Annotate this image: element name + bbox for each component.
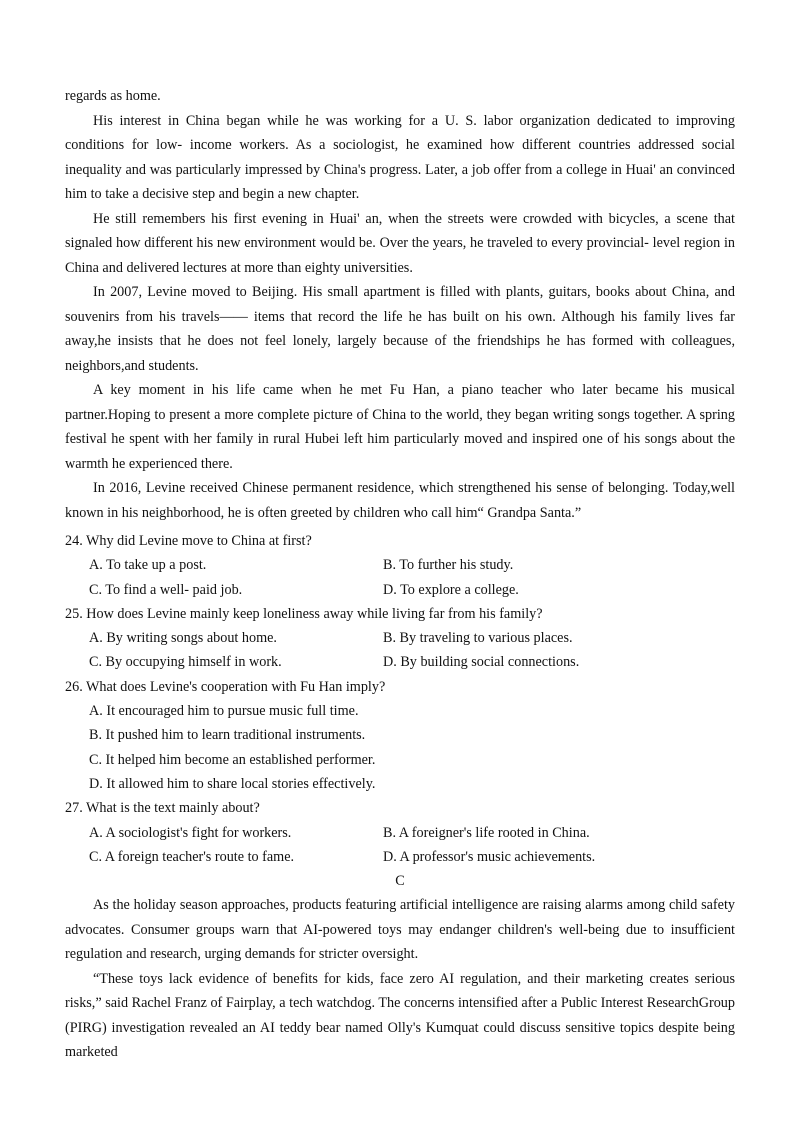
option-row [65,650,735,674]
passage-c-paragraph: As the holiday season approaches, products featuring artificial intelligence are raising alarms among child safety advocates. Consumer groups warn that AI-powered toys may endanger children's well-being due to insufficient regulation and research, urging demands for stricter oversight. [65,897,735,963]
option-a: A. By writing songs about home. [89,630,277,647]
question-27 [65,796,735,869]
passage-b-paragraph: He still remembers his first evening in Huai' an, when the streets were crowded with bicycles, a scene that signaled how different his new environment would be. Over the years, he traveled to every provincial- level region in China and delivered lectures at more than eighty universities. [65,210,735,276]
passage-b-paragraph: In 2016, Levine received Chinese permanent residence, which strengthened his sense of belonging. Today,well known in his neighborhood, he is often greeted by children who call him“ Grandpa Santa.” [65,480,735,521]
question-stem: 25. How does Levine mainly keep loneliness away while living far from his family? [65,605,543,622]
question-stem: 27. What is the text mainly about? [65,800,260,817]
passage-b-paragraph: regards as home. [65,88,161,104]
question-26 [65,675,735,796]
option-row [65,626,735,650]
option-a: A. It encouraged him to pursue music full time. [89,703,359,720]
question-25 [65,602,735,675]
question-stem: 26. What does Levine's cooperation with Fu Han imply? [65,678,386,695]
exam-page [65,84,735,1065]
option-row [65,553,735,577]
option-c: C. To find a well- paid job. [89,581,243,598]
option-c: C. It helped him become an established performer. [89,751,376,768]
option-b: B. By traveling to various places. [383,630,573,647]
option-d: D. It allowed him to share local stories effectively. [89,775,376,792]
option-row [65,821,735,845]
option-b: B. It pushed him to learn traditional instruments. [89,727,366,744]
option-d: D. By building social connections. [383,654,580,671]
option-c: C. By occupying himself in work. [89,654,282,671]
section-heading: C [395,873,405,890]
passage-b-paragraph: His interest in China began while he was working for a U. S. labor organization dedicated to improving conditions for low- income workers. As a sociologist, he examined how different countries addressed social inequality and was particularly impressed by China's progress. Later, a job offer from a college in Huai' an convinced him to take a decisive step and begin a new chapter. [65,112,735,202]
option-d: D. To explore a college. [383,581,519,598]
option-row [65,578,735,602]
question-stem: 24. Why did Levine move to China at first? [65,533,312,549]
passage-c-paragraph: “These toys lack evidence of benefits for kids, face zero AI regulation, and their marketing creates serious risks,” said Rachel Franz of Fairplay, a tech watchdog. The concerns intensified after a Public Interest ResearchGroup (PIRG) investigation revealed an AI teddy bear named Olly's Kumquat could discuss sensitive topics despite being marketed [65,970,735,1061]
passage-b-paragraph: In 2007, Levine moved to Beijing. His small apartment is filled with plants, guitars, books about China, and souvenirs from his travels—— items that record the life he has built on his own. Although his family lives far away,he insists that he does not feel lonely, largely because of the friendships he has formed with colleagues, neighbors,and students. [65,284,735,374]
option-row [65,845,735,869]
option-a: A. To take up a post. [89,557,207,574]
question-24 [65,529,735,602]
option-d: D. A professor's music achievements. [383,848,596,865]
option-a: A. A sociologist's fight for workers. [89,824,292,841]
passage-b-paragraph: A key moment in his life came when he met Fu Han, a piano teacher who later became his musical partner.Hoping to present a more complete picture of China to the world, they began writing songs together. A spring festival he spent with her family in rural Hubei left him particularly moved and inspired one of his songs about the warmth he experienced there. [65,382,735,472]
option-c: C. A foreign teacher's route to fame. [89,848,295,865]
option-b: B. To further his study. [383,557,514,574]
option-b: B. A foreigner's life rooted in China. [383,824,590,841]
